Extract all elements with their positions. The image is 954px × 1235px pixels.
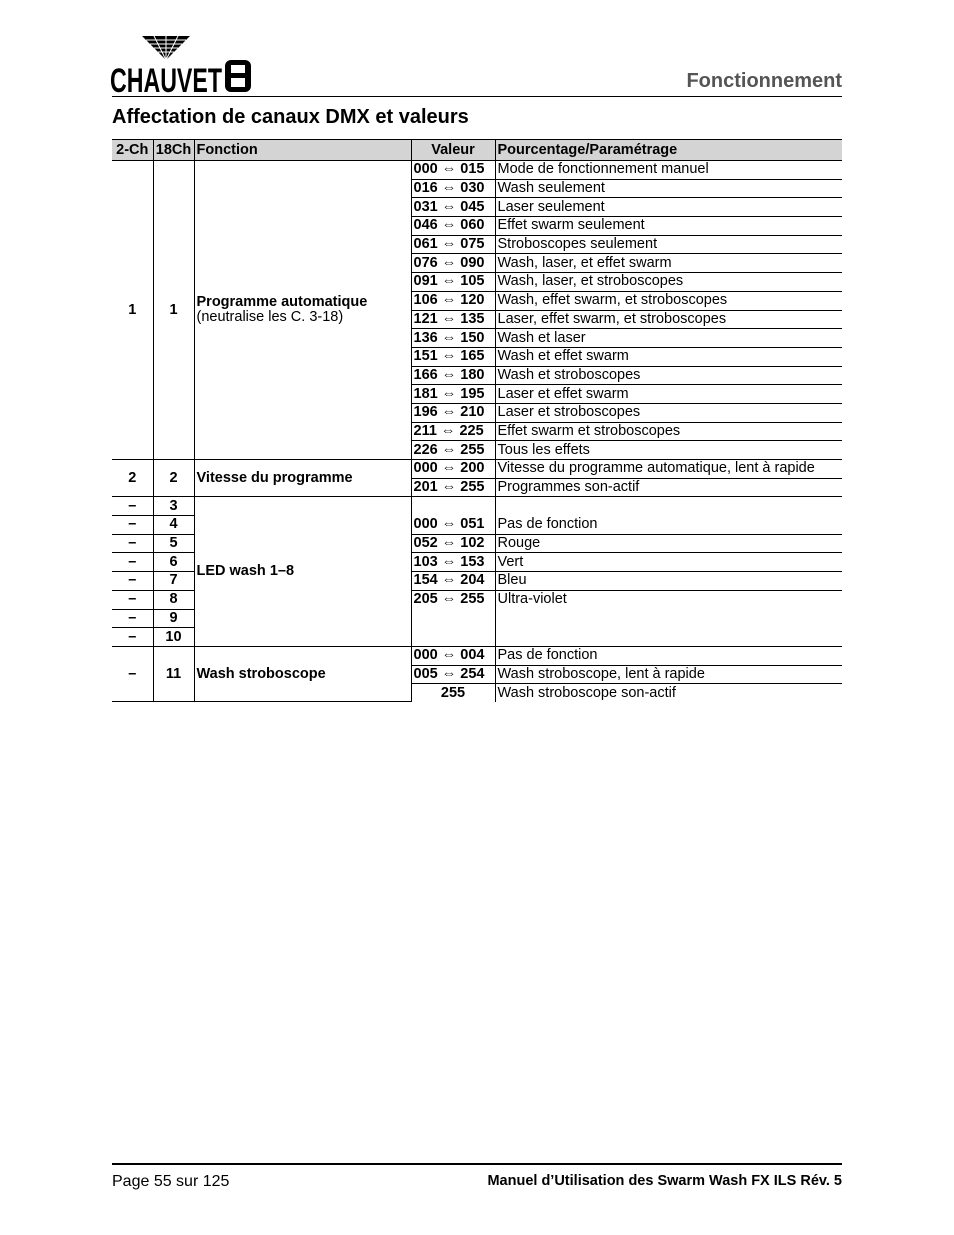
svg-text:CHAUVET: CHAUVET [110, 62, 223, 100]
manual-title: Manuel d’Utilisation des Swarm Wash FX ILS Rév. 5 [487, 1173, 842, 1189]
value-range: 103 ⇔ 153 [411, 553, 495, 572]
setting-text: Mode de fonctionnement manuel [495, 161, 842, 180]
value-range: 211 ⇔ 225 [411, 422, 495, 441]
channel-18ch: 11 [153, 646, 194, 702]
setting-text: Tous les effets [495, 441, 842, 460]
header-2ch: 2-Ch [112, 140, 153, 161]
value-range: 196 ⇔ 210 [411, 403, 495, 422]
channel-18ch: 9 [153, 609, 194, 628]
setting-spacer [495, 497, 842, 516]
function-cell [194, 646, 411, 702]
setting-text: Stroboscopes seulement [495, 235, 842, 254]
page-number: Page 55 sur 125 [112, 1173, 230, 1190]
channel-18ch: 2 [153, 460, 194, 497]
channel-2ch: – [112, 572, 153, 591]
value-range: 000 ⇔ 015 [411, 161, 495, 180]
channel-18ch: 1 [153, 161, 194, 460]
channel-2ch: – [112, 516, 153, 535]
setting-text: Laser, effet swarm, et stroboscopes [495, 310, 842, 329]
page-title: Affectation de canaux DMX et valeurs [112, 106, 469, 128]
setting-text: Wash et stroboscopes [495, 366, 842, 385]
setting-text: Pas de fonction [495, 516, 842, 535]
channel-2ch: 1 [112, 161, 153, 460]
table-row [112, 646, 842, 665]
value-range: 255 [411, 684, 495, 702]
table-row [112, 460, 842, 479]
function-note: (neutralise les C. 3-18) [196, 309, 344, 325]
channel-2ch: – [112, 609, 153, 628]
channel-18ch: 6 [153, 553, 194, 572]
function-cell: LED wash 1–8 [194, 497, 411, 647]
setting-text: Programmes son-actif [495, 478, 842, 497]
setting-spacer [495, 628, 842, 647]
channel-2ch: – [112, 553, 153, 572]
setting-text: Rouge [495, 534, 842, 553]
header-function: Fonction [194, 140, 411, 161]
table-body [112, 161, 842, 702]
channel-2ch: – [112, 590, 153, 609]
value-spacer [411, 628, 495, 647]
setting-text: Ultra-violet [495, 590, 842, 609]
value-range: 000 ⇔ 051 [411, 516, 495, 535]
channel-18ch: 3 [153, 497, 194, 516]
value-range: 000 ⇔ 200 [411, 460, 495, 479]
setting-text: Wash, effet swarm, et stroboscopes [495, 291, 842, 310]
function-name: Programme automatique [196, 294, 368, 310]
setting-text: Effet swarm et stroboscopes [495, 422, 842, 441]
setting-text: Bleu [495, 572, 842, 591]
function-name: Wash stroboscope [196, 665, 326, 682]
setting-text: Wash et laser [495, 329, 842, 348]
header-value: Valeur [411, 140, 495, 161]
channel-18ch: 7 [153, 572, 194, 591]
function-cell [194, 460, 411, 497]
setting-text: Vert [495, 553, 842, 572]
setting-text: Vitesse du programme automatique, lent à rapide [495, 460, 842, 479]
value-range: 226 ⇔ 255 [411, 441, 495, 460]
setting-text: Wash et effet swarm [495, 347, 842, 366]
setting-text: Wash stroboscope, lent à rapide [495, 665, 842, 684]
channel-2ch: – [112, 628, 153, 647]
table-header-row [112, 140, 842, 161]
footer-divider [112, 1163, 842, 1165]
value-range: 151 ⇔ 165 [411, 347, 495, 366]
value-range: 052 ⇔ 102 [411, 534, 495, 553]
setting-text: Wash, laser, et effet swarm [495, 254, 842, 273]
channel-2ch: 2 [112, 460, 153, 497]
channel-2ch: – [112, 646, 153, 702]
value-range: 076 ⇔ 090 [411, 254, 495, 273]
setting-text: Laser et effet swarm [495, 385, 842, 404]
section-title: Fonctionnement [686, 70, 842, 92]
channel-18ch: 8 [153, 590, 194, 609]
setting-text: Pas de fonction [495, 646, 842, 665]
function-cell [194, 161, 411, 460]
setting-text: Wash seulement [495, 179, 842, 198]
channel-18ch: 4 [153, 516, 194, 535]
dmx-channel-table [112, 139, 842, 702]
value-spacer [411, 497, 495, 516]
value-range: 121 ⇔ 135 [411, 310, 495, 329]
chauvet-dj-logo [110, 34, 255, 100]
setting-text: Laser et stroboscopes [495, 403, 842, 422]
value-range: 205 ⇔ 255 [411, 590, 495, 609]
value-range: 166 ⇔ 180 [411, 366, 495, 385]
value-range: 031 ⇔ 045 [411, 198, 495, 217]
value-range: 154 ⇔ 204 [411, 572, 495, 591]
channel-2ch: – [112, 497, 153, 516]
value-range: 091 ⇔ 105 [411, 273, 495, 292]
value-range: 005 ⇔ 254 [411, 665, 495, 684]
setting-text: Laser seulement [495, 198, 842, 217]
setting-text: Wash stroboscope son-actif [495, 684, 842, 702]
value-range: 016 ⇔ 030 [411, 179, 495, 198]
value-range: 061 ⇔ 075 [411, 235, 495, 254]
value-range: 201 ⇔ 255 [411, 478, 495, 497]
setting-spacer [495, 609, 842, 628]
channel-18ch: 10 [153, 628, 194, 647]
function-name: Vitesse du programme [196, 469, 353, 486]
value-range: 136 ⇔ 150 [411, 329, 495, 348]
value-range: 046 ⇔ 060 [411, 217, 495, 236]
header-divider [112, 96, 842, 97]
value-range: 181 ⇔ 195 [411, 385, 495, 404]
table-row [112, 161, 842, 180]
setting-text: Effet swarm seulement [495, 217, 842, 236]
channel-18ch: 5 [153, 534, 194, 553]
header-18ch: 18Ch [153, 140, 194, 161]
header-setting: Pourcentage/Paramétrage [495, 140, 842, 161]
channel-2ch: – [112, 534, 153, 553]
value-spacer [411, 609, 495, 628]
value-range: 106 ⇔ 120 [411, 291, 495, 310]
value-range: 000 ⇔ 004 [411, 646, 495, 665]
setting-text: Wash, laser, et stroboscopes [495, 273, 842, 292]
table-row [112, 497, 842, 516]
